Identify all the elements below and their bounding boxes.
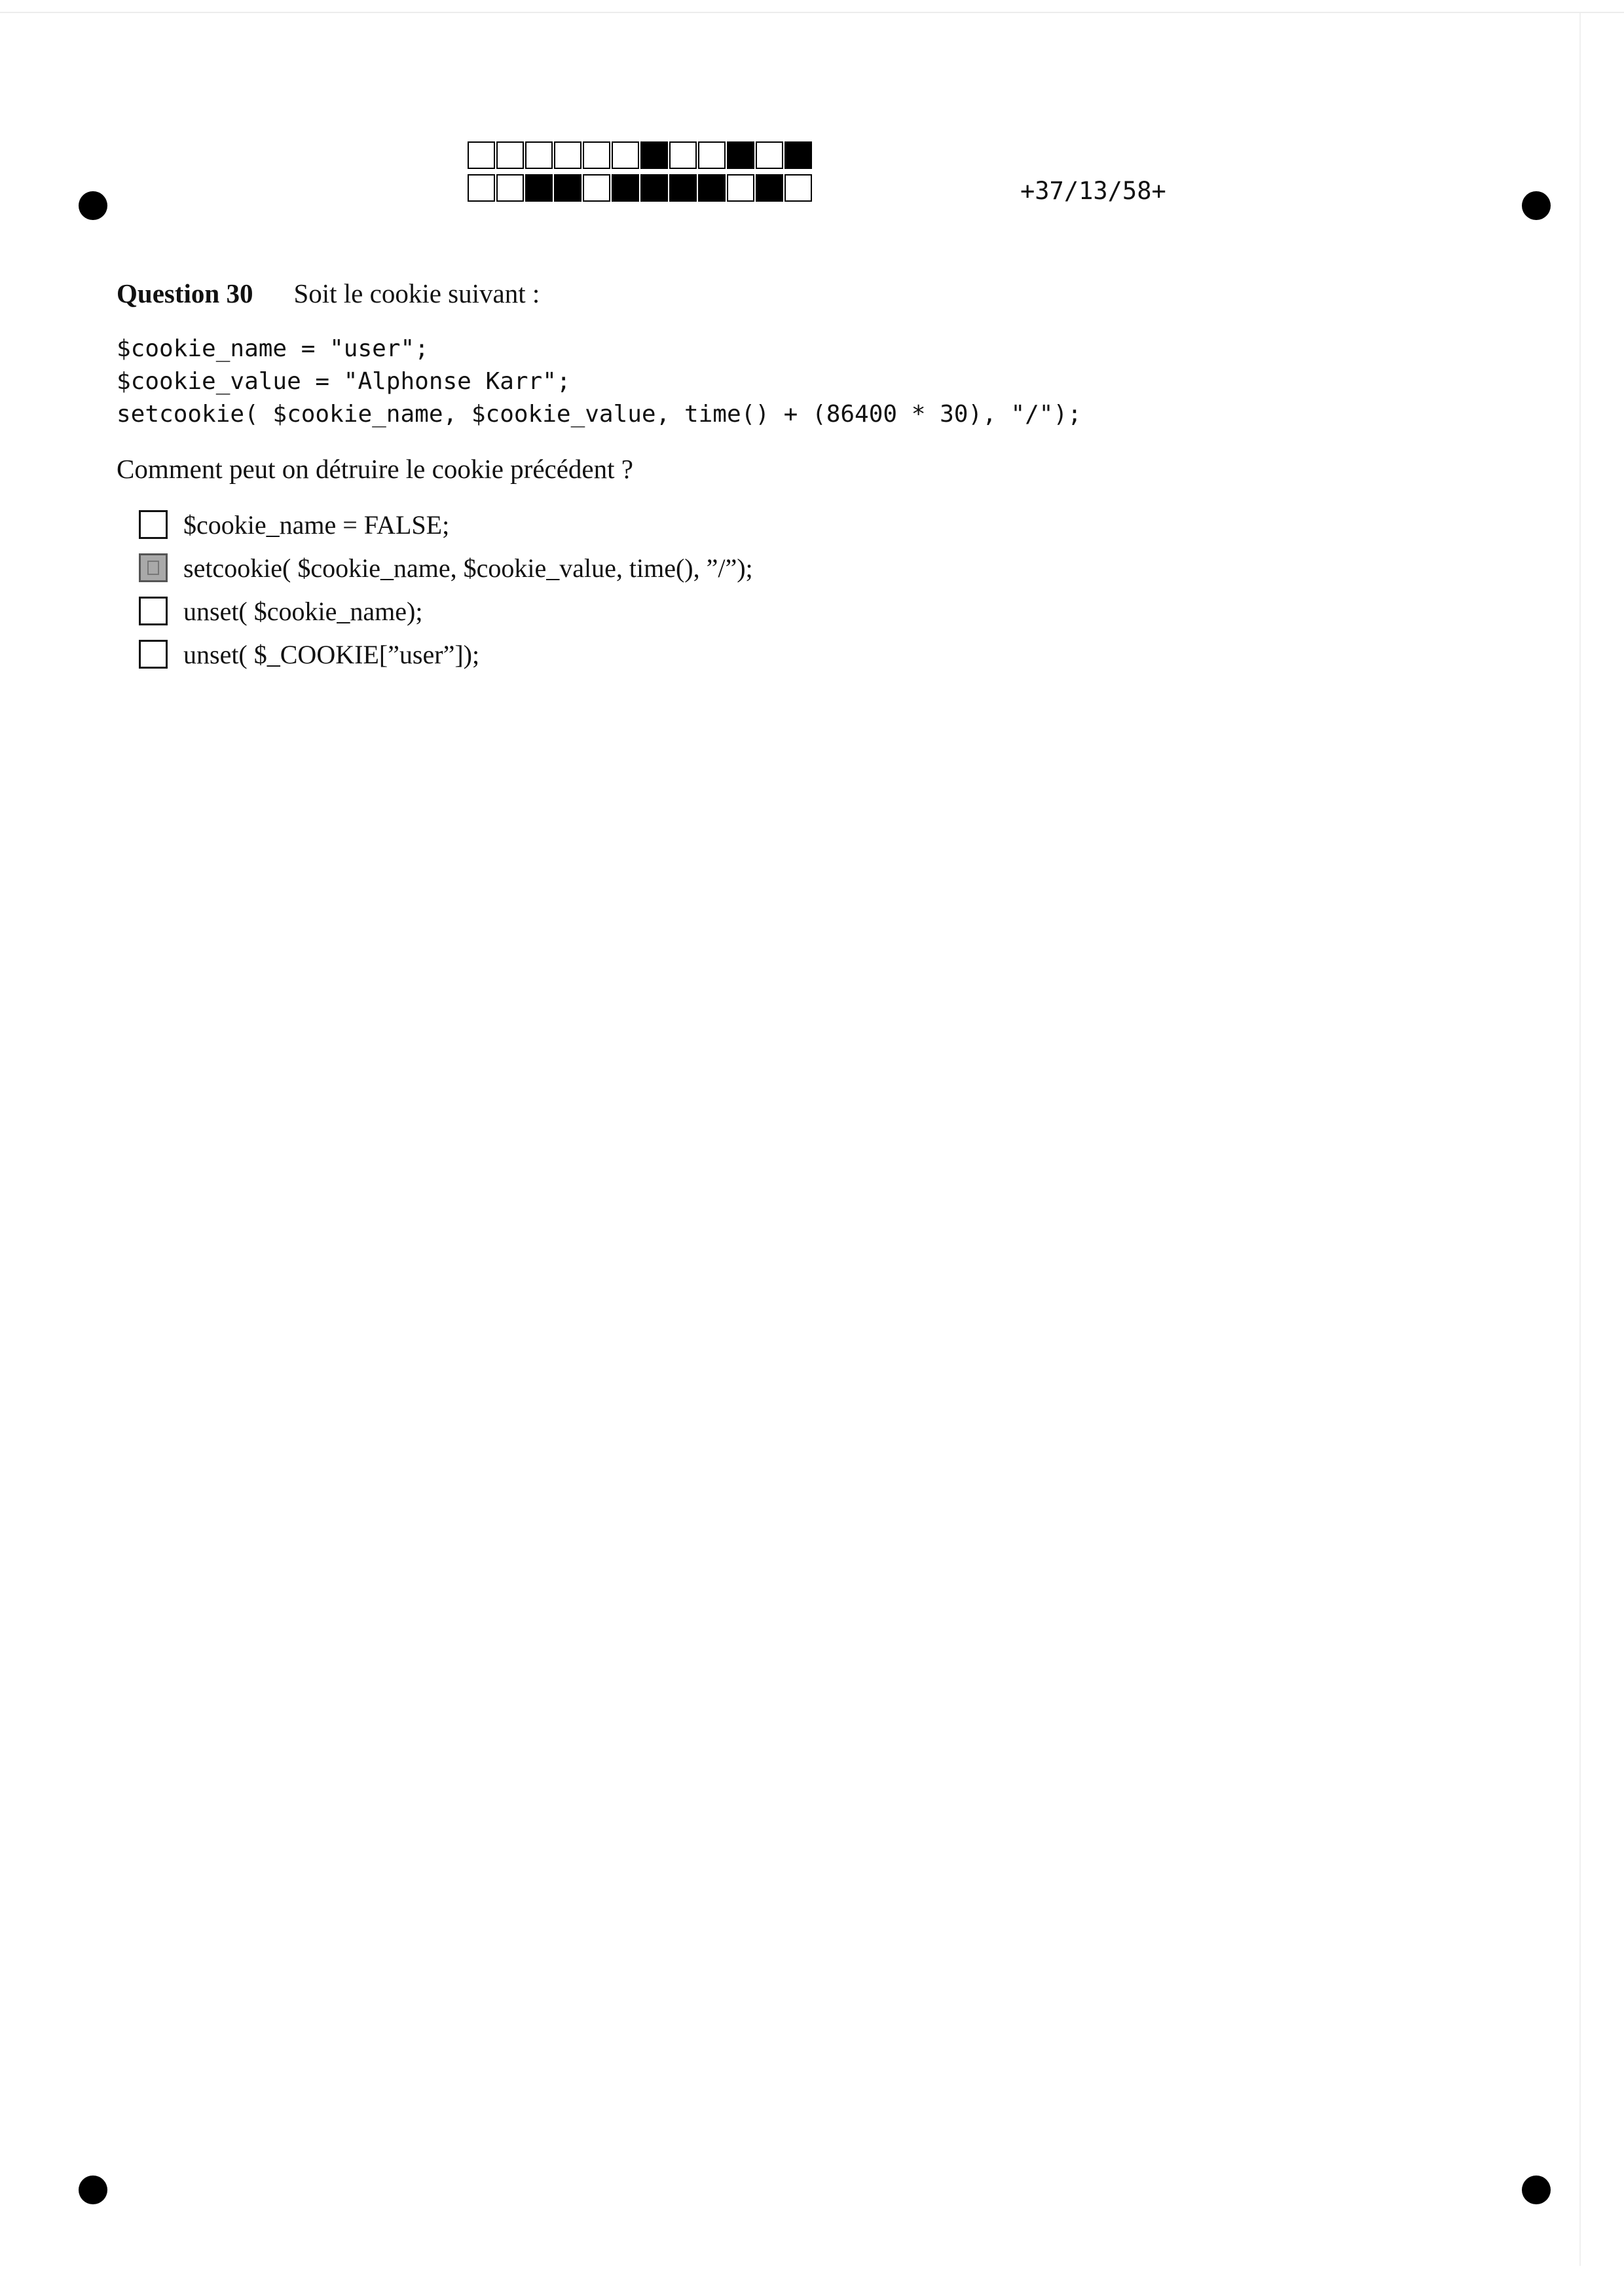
barcode-cell [756,174,783,202]
page-identifier: +37/13/58+ [1020,177,1166,205]
registration-mark-top-left [79,191,107,220]
barcode-cell [727,174,754,202]
barcode-cell [727,141,754,169]
answer-option [139,589,753,633]
barcode-cell [496,174,524,202]
scan-top-edge [0,12,1624,13]
barcode-cell [583,141,610,169]
question-header [117,278,540,309]
answer-option-text: unset( $cookie_name); [183,596,423,626]
barcode-cell [784,174,812,202]
barcode-cell [554,141,581,169]
answer-option [139,633,753,676]
answer-option-text: setcookie( $cookie_name, $cookie_value, time(), ”/”); [183,553,753,583]
answer-checkbox[interactable] [139,510,168,539]
barcode-row-2 [468,174,813,202]
barcode-cell [669,174,697,202]
answer-option-text: $cookie_name = FALSE; [183,509,450,540]
barcode-cell [612,141,639,169]
barcode-cell [583,174,610,202]
barcode-cell [698,141,726,169]
barcode-cell [468,141,495,169]
barcode-cell [468,174,495,202]
answer-checkbox[interactable] [139,553,168,582]
barcode-cell [496,141,524,169]
code-line: setcookie( $cookie_name, $cookie_value, time() + (86400 * 30), "/"); [117,401,1082,428]
scan-right-edge [1579,13,1581,2266]
barcode-cell [640,141,668,169]
barcode-cell [525,141,553,169]
code-line: $cookie_name = "user"; [117,335,429,362]
answer-option-text: unset( $_COOKIE[”user”]); [183,639,480,669]
answer-options [139,503,753,676]
code-block [117,333,1082,431]
question-label: Question 30 [117,278,253,308]
barcode-cell [640,174,668,202]
answer-option [139,546,753,589]
page-barcode [468,141,813,207]
barcode-cell [669,141,697,169]
answer-option [139,503,753,546]
barcode-cell [554,174,581,202]
code-line: $cookie_value = "Alphonse Karr"; [117,368,571,395]
question-stem: Soit le cookie suivant : [293,278,540,308]
registration-mark-bottom-left [79,2176,107,2204]
registration-mark-bottom-right [1522,2176,1551,2204]
answer-checkbox[interactable] [139,640,168,669]
barcode-cell [756,141,783,169]
barcode-cell [525,174,553,202]
answer-checkbox[interactable] [139,597,168,625]
barcode-cell [612,174,639,202]
question-prompt: Comment peut on détruire le cookie précédent ? [117,454,633,484]
barcode-cell [784,141,812,169]
barcode-row-1 [468,141,813,169]
registration-mark-top-right [1522,191,1551,220]
barcode-cell [698,174,726,202]
